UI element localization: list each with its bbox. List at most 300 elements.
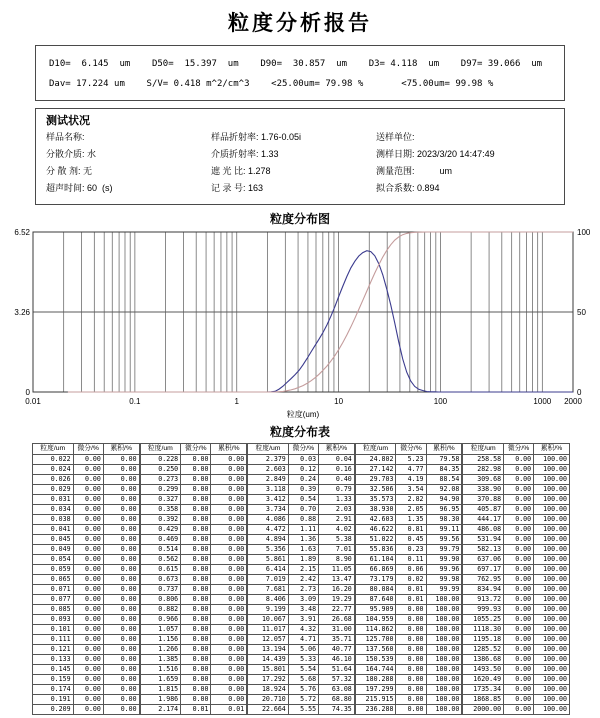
cell-cum: 100.00: [534, 505, 570, 515]
cell-diff: 2.05: [396, 505, 426, 515]
cell-diff: 0.00: [73, 515, 103, 525]
cell-diff: 0.00: [396, 675, 426, 685]
table-row: [463, 545, 570, 555]
cell-size: 0.615: [140, 565, 181, 575]
cell-cum: 0.00: [103, 665, 139, 675]
cell-size: 0.966: [140, 615, 181, 625]
cell-size: 27.142: [355, 465, 396, 475]
cell-cum: 100.00: [426, 645, 462, 655]
cell-diff: 0.00: [504, 705, 534, 715]
table-row: [33, 565, 140, 575]
cell-diff: 0.00: [73, 625, 103, 635]
status-label: 遮 光 比:: [211, 166, 246, 176]
cell-size: 0.077: [33, 595, 74, 605]
cell-diff: 2.42: [288, 575, 318, 585]
table-row: [355, 485, 462, 495]
status-label: 送样单位:: [376, 132, 415, 142]
cell-size: 164.744: [355, 665, 396, 675]
status-column-2: [211, 129, 374, 197]
cell-cum: 100.00: [534, 595, 570, 605]
table-row: [248, 485, 355, 495]
cell-cum: 100.00: [426, 595, 462, 605]
status-value: 无: [80, 166, 93, 176]
cell-size: 150.539: [355, 655, 396, 665]
table-row: [33, 555, 140, 565]
cell-diff: 0.00: [396, 615, 426, 625]
table-row: [355, 565, 462, 575]
cell-cum: 100.00: [426, 605, 462, 615]
table-row: [248, 625, 355, 635]
cell-size: 4.086: [248, 515, 289, 525]
cell-size: 17.292: [248, 675, 289, 685]
cell-diff: 0.00: [181, 585, 211, 595]
cell-cum: 74.35: [319, 705, 355, 715]
cell-diff: 0.00: [181, 575, 211, 585]
cell-size: 0.737: [140, 585, 181, 595]
cell-cum: 100.00: [426, 695, 462, 705]
cell-cum: 100.00: [534, 535, 570, 545]
table-row: [463, 465, 570, 475]
cell-cum: 100.00: [534, 705, 570, 715]
cell-diff: 0.00: [73, 525, 103, 535]
cell-diff: 0.00: [73, 545, 103, 555]
cell-size: 24.802: [355, 455, 396, 465]
table-header-row: [33, 444, 140, 455]
status-field: [376, 146, 554, 163]
cell-cum: 0.00: [211, 655, 247, 665]
cell-cum: 0.00: [211, 625, 247, 635]
table-row: [140, 655, 247, 665]
cell-diff: 1.11: [288, 525, 318, 535]
cell-cum: 88.54: [426, 475, 462, 485]
cell-cum: 16.20: [319, 585, 355, 595]
cell-cum: 100.00: [534, 575, 570, 585]
cell-size: 0.133: [33, 655, 74, 665]
cell-cum: 100.00: [534, 665, 570, 675]
cell-size: 114.862: [355, 625, 396, 635]
cell-cum: 99.56: [426, 535, 462, 545]
cell-size: 7.019: [248, 575, 289, 585]
cell-diff: 0.00: [504, 555, 534, 565]
cell-cum: 0.00: [103, 485, 139, 495]
cell-cum: 99.98: [426, 575, 462, 585]
cell-size: 0.673: [140, 575, 181, 585]
table-row: [355, 475, 462, 485]
cell-size: 12.057: [248, 635, 289, 645]
cell-cum: 99.99: [426, 585, 462, 595]
cell-size: 13.194: [248, 645, 289, 655]
cell-cum: 0.00: [103, 625, 139, 635]
status-field: [46, 129, 209, 146]
table-row: [355, 605, 462, 615]
table-header-cell: 微分/%: [288, 444, 318, 455]
cell-diff: 0.00: [73, 565, 103, 575]
cell-cum: 0.00: [211, 465, 247, 475]
cell-size: 2000.00: [463, 705, 504, 715]
cell-diff: 0.00: [504, 565, 534, 575]
table-header-cell: 粒度/um: [33, 444, 74, 455]
cell-cum: 100.00: [426, 685, 462, 695]
cell-cum: 0.00: [103, 455, 139, 465]
status-field: [376, 129, 554, 146]
y-axis-tick-left: 3.26: [14, 308, 30, 317]
cell-diff: 0.00: [504, 485, 534, 495]
table-header-row: [355, 444, 462, 455]
cell-diff: 4.71: [288, 635, 318, 645]
cell-cum: 4.02: [319, 525, 355, 535]
cell-diff: 5.68: [288, 675, 318, 685]
cell-size: 2.174: [140, 705, 181, 715]
cell-diff: 0.00: [396, 705, 426, 715]
cell-size: 0.392: [140, 515, 181, 525]
cell-diff: 0.00: [181, 645, 211, 655]
cell-size: 15.801: [248, 665, 289, 675]
cell-cum: 100.00: [426, 615, 462, 625]
cell-diff: 0.00: [396, 645, 426, 655]
table-row: [33, 465, 140, 475]
table-row: [33, 665, 140, 675]
cell-cum: 0.16: [319, 465, 355, 475]
cell-diff: 0.00: [504, 645, 534, 655]
cell-diff: 0.01: [396, 585, 426, 595]
cell-cum: 0.00: [211, 605, 247, 615]
cell-diff: 0.00: [181, 505, 211, 515]
cell-cum: 0.79: [319, 485, 355, 495]
status-column-3: [376, 129, 554, 197]
cell-cum: 100.00: [534, 625, 570, 635]
table-row: [463, 695, 570, 705]
x-axis-tick: 0.1: [129, 397, 141, 406]
cell-diff: 0.12: [288, 465, 318, 475]
cell-cum: 100.00: [534, 695, 570, 705]
cell-size: 180.288: [355, 675, 396, 685]
cell-cum: 0.00: [103, 585, 139, 595]
cell-diff: 0.00: [73, 655, 103, 665]
report-title: 粒度分析报告: [228, 12, 372, 35]
cell-diff: 4.19: [396, 475, 426, 485]
cell-cum: 100.00: [534, 515, 570, 525]
cell-cum: 2.91: [319, 515, 355, 525]
cell-diff: 3.48: [288, 605, 318, 615]
cell-size: 6.414: [248, 565, 289, 575]
table-header-row: [140, 444, 247, 455]
cell-diff: 0.00: [504, 615, 534, 625]
cell-diff: 5.33: [288, 655, 318, 665]
cell-cum: 94.90: [426, 495, 462, 505]
table-row: [33, 475, 140, 485]
table-row: [140, 605, 247, 615]
table-row: [463, 485, 570, 495]
cell-size: 2.379: [248, 455, 289, 465]
cell-size: 0.327: [140, 495, 181, 505]
table-row: [140, 625, 247, 635]
cell-cum: 79.58: [426, 455, 462, 465]
cell-cum: 26.68: [319, 615, 355, 625]
status-label: 测量范围:: [376, 166, 415, 176]
cell-size: 258.58: [463, 455, 504, 465]
status-label: 记 录 号:: [211, 183, 246, 193]
cell-diff: 0.00: [396, 665, 426, 675]
status-value: 1.76-0.05i: [258, 132, 302, 142]
cell-cum: 100.00: [534, 585, 570, 595]
cell-size: 137.560: [355, 645, 396, 655]
cell-diff: 0.00: [504, 655, 534, 665]
status-field: [46, 180, 209, 197]
cell-size: 35.573: [355, 495, 396, 505]
cell-size: 697.17: [463, 565, 504, 575]
cell-diff: 0.00: [504, 585, 534, 595]
cell-diff: 0.00: [181, 515, 211, 525]
cell-diff: 0.00: [73, 675, 103, 685]
cell-cum: 0.00: [103, 695, 139, 705]
cell-cum: 0.00: [211, 695, 247, 705]
cell-size: 215.915: [355, 695, 396, 705]
cell-diff: 0.03: [288, 455, 318, 465]
cell-diff: 1.63: [288, 545, 318, 555]
cell-diff: 0.00: [181, 665, 211, 675]
cell-cum: 19.29: [319, 595, 355, 605]
table-row: [248, 605, 355, 615]
cell-diff: 0.01: [181, 705, 211, 715]
table-row: [248, 615, 355, 625]
table-header-cell: 累积/%: [426, 444, 462, 455]
cell-diff: 0.00: [504, 675, 534, 685]
cell-size: 0.806: [140, 595, 181, 605]
cell-diff: 0.00: [504, 575, 534, 585]
cell-size: 55.836: [355, 545, 396, 555]
x-axis-tick: 100: [433, 397, 448, 406]
cell-cum: 100.00: [534, 685, 570, 695]
status-label: 介质折射率:: [211, 149, 259, 159]
table-row: [463, 575, 570, 585]
table-row: [463, 665, 570, 675]
cell-cum: 0.00: [211, 635, 247, 645]
cell-diff: 0.00: [181, 545, 211, 555]
table-row: [140, 505, 247, 515]
table-header-cell: 累积/%: [534, 444, 570, 455]
cell-diff: 5.72: [288, 695, 318, 705]
cell-size: 87.640: [355, 595, 396, 605]
cell-size: 1735.34: [463, 685, 504, 695]
cell-diff: 0.00: [181, 555, 211, 565]
table-row: [140, 585, 247, 595]
table-row: [355, 675, 462, 685]
table-row: [33, 615, 140, 625]
cell-size: 10.067: [248, 615, 289, 625]
cell-cum: 98.30: [426, 515, 462, 525]
table-row: [140, 695, 247, 705]
cell-cum: 100.00: [534, 525, 570, 535]
cell-diff: 3.09: [288, 595, 318, 605]
cell-cum: 0.00: [103, 495, 139, 505]
cell-cum: 100.00: [534, 565, 570, 575]
table-row: [140, 465, 247, 475]
cell-size: 18.924: [248, 685, 289, 695]
table-row: [140, 525, 247, 535]
status-value: 2023/3/20 14:47:49: [414, 149, 495, 159]
table-title: 粒度分布表: [269, 425, 330, 439]
table-row: [33, 695, 140, 705]
table-row: [140, 635, 247, 645]
cell-cum: 0.00: [211, 475, 247, 485]
cell-cum: 0.00: [211, 575, 247, 585]
x-axis-tick: 0.01: [25, 397, 41, 406]
cell-cum: 0.00: [211, 645, 247, 655]
cell-cum: 0.00: [211, 595, 247, 605]
cell-diff: 0.02: [396, 575, 426, 585]
cell-diff: 0.00: [181, 605, 211, 615]
cell-cum: 100.00: [534, 485, 570, 495]
cell-size: 1285.52: [463, 645, 504, 655]
table-row: [355, 575, 462, 585]
table-header-cell: 微分/%: [396, 444, 426, 455]
cell-cum: 0.00: [211, 485, 247, 495]
cell-cum: 100.00: [534, 675, 570, 685]
cell-cum: 0.00: [103, 465, 139, 475]
table-row: [140, 515, 247, 525]
table-header-cell: 粒度/um: [248, 444, 289, 455]
cell-diff: 0.00: [73, 705, 103, 715]
x-axis-tick: 1: [234, 397, 239, 406]
status-field: [46, 146, 209, 163]
cell-diff: 5.06: [288, 645, 318, 655]
cell-size: 1.385: [140, 655, 181, 665]
cell-size: 1.156: [140, 635, 181, 645]
table-header-cell: 粒度/um: [463, 444, 504, 455]
table-header-cell: 累积/%: [211, 444, 247, 455]
cell-cum: 100.00: [534, 545, 570, 555]
cell-diff: 0.00: [73, 475, 103, 485]
distribution-table: [247, 443, 355, 715]
cell-diff: 0.00: [181, 465, 211, 475]
cell-diff: 0.00: [181, 455, 211, 465]
cell-cum: 0.00: [103, 635, 139, 645]
table-row: [33, 655, 140, 665]
test-status-box: [35, 108, 565, 205]
table-row: [248, 495, 355, 505]
cell-cum: 8.90: [319, 555, 355, 565]
cell-cum: 100.00: [426, 675, 462, 685]
table-row: [463, 595, 570, 605]
cell-size: 531.94: [463, 535, 504, 545]
table-row: [33, 515, 140, 525]
cell-size: 0.191: [33, 695, 74, 705]
table-row: [33, 705, 140, 715]
cell-size: 0.026: [33, 475, 74, 485]
cell-size: 1620.49: [463, 675, 504, 685]
table-row: [248, 665, 355, 675]
cell-size: 80.084: [355, 585, 396, 595]
cell-cum: 92.08: [426, 485, 462, 495]
cell-cum: 0.00: [211, 565, 247, 575]
cell-diff: 0.00: [181, 535, 211, 545]
cell-size: 7.681: [248, 585, 289, 595]
cell-cum: 0.00: [211, 685, 247, 695]
table-row: [463, 525, 570, 535]
cell-cum: 2.03: [319, 505, 355, 515]
table-row: [355, 655, 462, 665]
status-value: 1.33: [258, 149, 279, 159]
cell-size: 0.059: [33, 565, 74, 575]
cell-cum: 46.10: [319, 655, 355, 665]
table-row: [248, 505, 355, 515]
x-axis-tick: 2000: [564, 397, 582, 406]
table-row: [248, 705, 355, 715]
cell-cum: 11.05: [319, 565, 355, 575]
cell-cum: 0.00: [103, 505, 139, 515]
table-row: [463, 585, 570, 595]
table-row: [463, 655, 570, 665]
cell-cum: 100.00: [534, 605, 570, 615]
cell-diff: 5.54: [288, 665, 318, 675]
cell-cum: 0.00: [103, 545, 139, 555]
cell-diff: 0.00: [396, 625, 426, 635]
table-row: [355, 645, 462, 655]
table-row: [355, 635, 462, 645]
cell-size: 73.179: [355, 575, 396, 585]
cell-size: 0.562: [140, 555, 181, 565]
cell-diff: 0.00: [73, 695, 103, 705]
table-row: [248, 555, 355, 565]
cell-size: 1195.18: [463, 635, 504, 645]
table-row: [140, 535, 247, 545]
cell-diff: 0.23: [396, 545, 426, 555]
table-row: [140, 565, 247, 575]
cell-cum: 100.00: [534, 615, 570, 625]
cell-diff: 0.00: [73, 615, 103, 625]
cell-cum: 0.00: [103, 605, 139, 615]
cell-size: 405.87: [463, 505, 504, 515]
summary-box: [35, 45, 565, 101]
table-row: [33, 535, 140, 545]
cell-size: 42.603: [355, 515, 396, 525]
cell-cum: 100.00: [534, 455, 570, 465]
status-value: 163: [245, 183, 264, 193]
table-row: [33, 585, 140, 595]
table-row: [463, 615, 570, 625]
cell-diff: 0.00: [181, 625, 211, 635]
cell-size: 125.700: [355, 635, 396, 645]
table-row: [248, 515, 355, 525]
cell-size: 0.145: [33, 665, 74, 675]
cell-diff: 0.00: [504, 545, 534, 555]
table-header-cell: 微分/%: [504, 444, 534, 455]
cell-diff: 5.76: [288, 685, 318, 695]
table-row: [463, 605, 570, 615]
cell-size: 0.469: [140, 535, 181, 545]
table-row: [355, 615, 462, 625]
table-row: [33, 485, 140, 495]
distribution-table: [355, 443, 463, 715]
cell-diff: 0.00: [73, 465, 103, 475]
cell-size: 762.95: [463, 575, 504, 585]
cell-size: 0.085: [33, 605, 74, 615]
table-row: [355, 545, 462, 555]
table-row: [355, 525, 462, 535]
table-row: [248, 565, 355, 575]
y-axis-tick-left: 6.52: [14, 228, 30, 237]
table-header-row: [248, 444, 355, 455]
cell-cum: 0.00: [211, 615, 247, 625]
status-label: 样品名称:: [46, 132, 85, 142]
cell-cum: 100.00: [426, 655, 462, 665]
cell-cum: 0.00: [103, 515, 139, 525]
table-row: [33, 635, 140, 645]
table-row: [463, 455, 570, 465]
cell-size: 0.034: [33, 505, 74, 515]
cell-size: 0.429: [140, 525, 181, 535]
table-row: [33, 495, 140, 505]
